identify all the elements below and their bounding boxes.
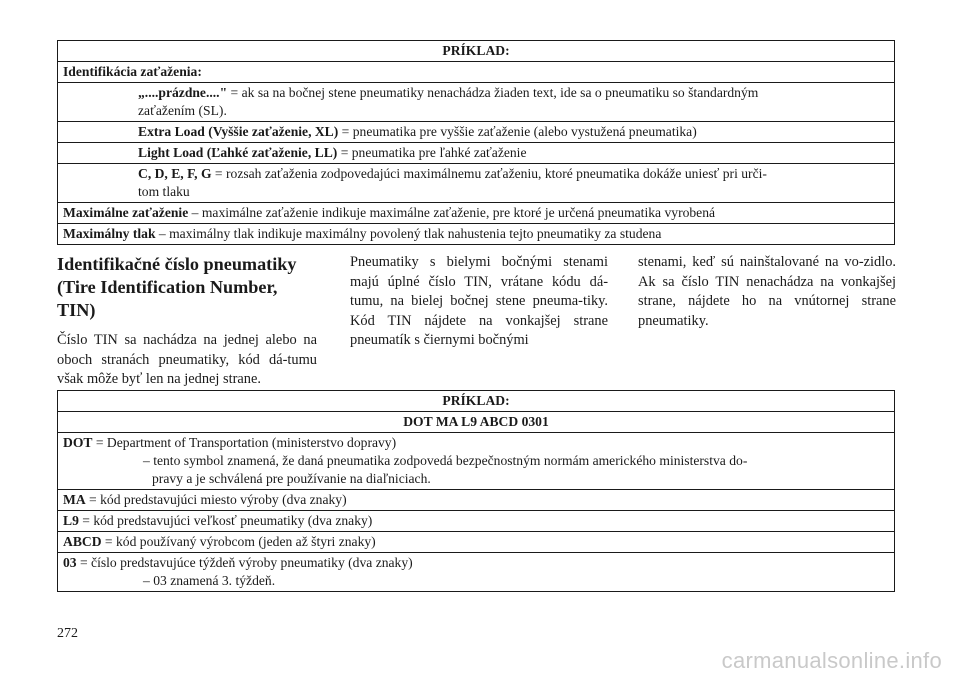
- tin-example-table: [57, 390, 895, 592]
- page-number: 272: [57, 626, 78, 641]
- body-paragraph: Pneumatiky s bielymi bočnými stenami majú úplné číslo TIN, vrátane kódu dá-tumu, na bielej bočnej stene pneuma-tiky. Kód TIN nájdete na vonkajšej strane pneumatík s čiernymi bočnými: [350, 254, 608, 348]
- body-paragraph: Číslo TIN sa nachádza na jednej alebo na oboch stranách pneumatiky, kód dá-tumu však môže byť len na jednej strane.: [57, 332, 317, 387]
- table-row: Maximálne zaťaženie – maximálne zaťaženie indikuje maximálne zaťaženie, pre ktoré je určená pneumatika vyrobená: [58, 202, 894, 223]
- section-heading: Identifikačné číslo pneumatiky (Tire Identification Number, TIN): [57, 254, 297, 320]
- load-example-table: [57, 40, 895, 245]
- table-row: Light Load (Ľahké zaťaženie, LL) = pneumatika pre ľahké zaťaženie: [58, 142, 894, 163]
- table-row: „....prázdne...." = ak sa na bočnej stene pneumatiky nenachádza žiaden text, ide sa o pneumatiku so štandardným zaťažením (SL).: [58, 82, 894, 121]
- table-header: PRÍKLAD:: [442, 43, 510, 58]
- text-column-3: [638, 253, 896, 331]
- table-row: DOT = Department of Transportation (ministerstvo dopravy) – tento symbol znamená, že daná pneumatika zodpovedá bezpečnostným normám amerického ministerstva do- pravy a je schválená pre používanie na diaľniciach.: [58, 432, 894, 489]
- tin-code: DOT MA L9 ABCD 0301: [58, 411, 894, 432]
- watermark: carmanualsonline.info: [721, 648, 942, 673]
- text-column-2: [350, 253, 608, 351]
- table-header: PRÍKLAD:: [442, 393, 510, 408]
- table-row: C, D, E, F, G = rozsah zaťaženia zodpovedajúci maximálnemu zaťaženiu, ktoré pneumatika dokáže uniesť pri urči- tom tlaku: [58, 163, 894, 202]
- text-column-1: [57, 253, 317, 390]
- table-row: Maximálny tlak – maximálny tlak indikuje maximálny povolený tlak nahustenia tejto pneumatiky za studena: [58, 223, 894, 244]
- table-row: MA = kód predstavujúci miesto výroby (dva znaky): [58, 489, 894, 510]
- body-paragraph: stenami, keď sú nainštalované na vo-zidlo. Ak sa číslo TIN nenachádza na vonkajšej strane, nájdete ho na vnútornej strane pneumatiky.: [638, 254, 896, 329]
- table-row: Extra Load (Vyššie zaťaženie, XL) = pneumatika pre vyššie zaťaženie (alebo vystužená pneumatika): [58, 121, 894, 142]
- table-row: L9 = kód predstavujúci veľkosť pneumatiky (dva znaky): [58, 510, 894, 531]
- table-row: 03 = číslo predstavujúce týždeň výroby pneumatiky (dva znaky) – 03 znamená 3. týždeň.: [58, 552, 894, 591]
- table-section-title: Identifikácia zaťaženia:: [58, 61, 894, 82]
- table-row: ABCD = kód používaný výrobcom (jeden až štyri znaky): [58, 531, 894, 552]
